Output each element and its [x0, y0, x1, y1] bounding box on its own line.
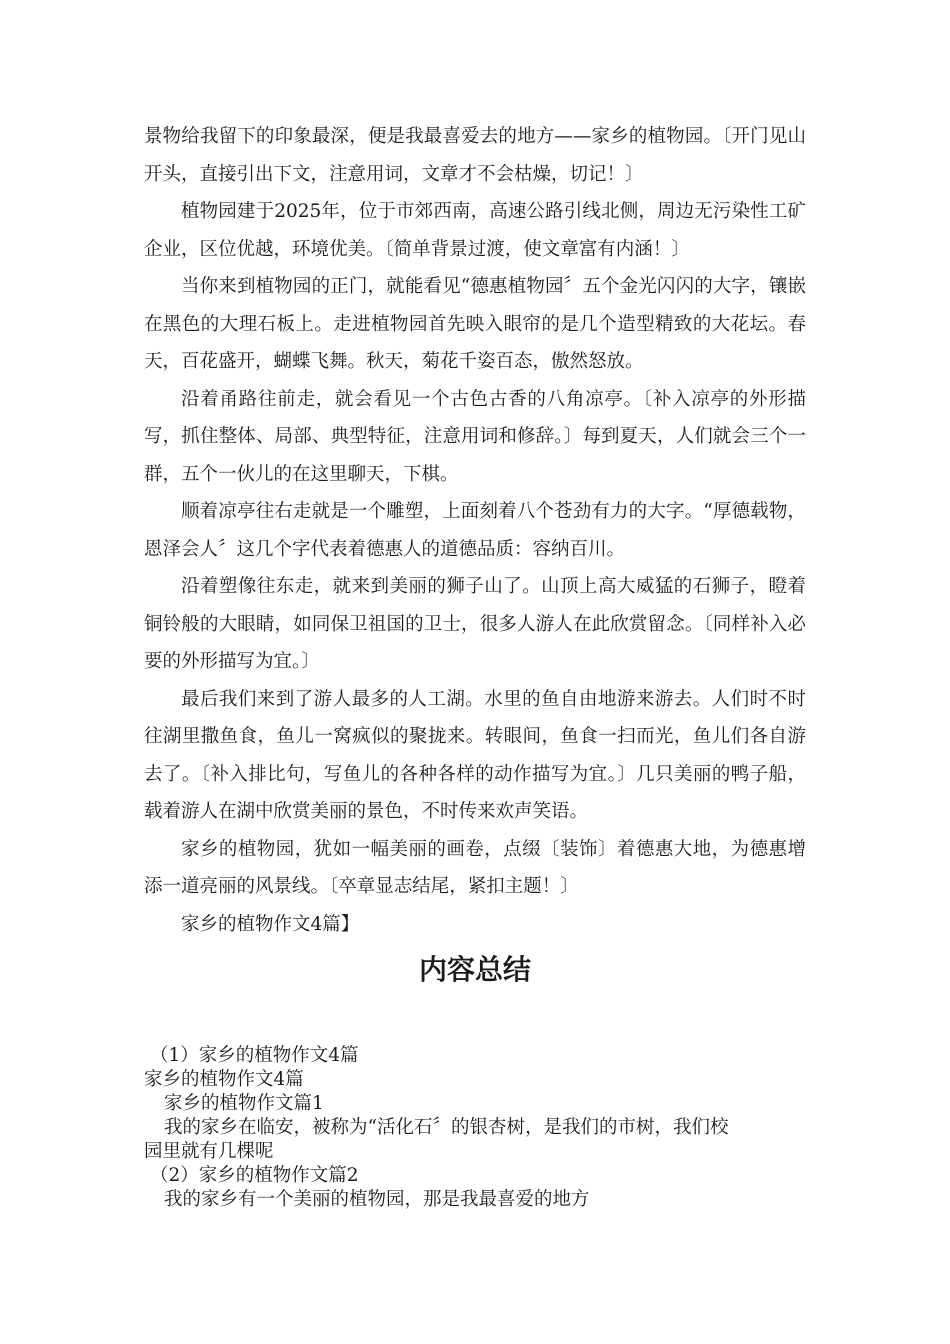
- summary-line: 我的家乡在临安，被称为“活化石〞的银杏树，是我们的市树，我们校: [164, 1117, 729, 1138]
- essay-paragraph: 家乡的植物作文4篇】: [181, 913, 360, 935]
- summary-line: 家乡的植物作文4篇: [144, 1069, 304, 1090]
- essay-body: [144, 118, 806, 943]
- essay-paragraph: 当你来到植物园的正门，就能看见“德惠植物园〞五个金光闪闪的大字，镶嵌在黑色的大理石板上。走进植物园首先映入眼帘的是几个造型精致的大花坛。春天，百花盛开，蝴蝶飞舞。秋天，菊花千姿百态，傲然怒放。: [144, 276, 806, 372]
- essay-paragraph: 植物园建于2025年，位于市郊西南，高速公路引线北侧，周边无污染性工矿企业，区位优越，环境优美。〔简单背景过渡，使文章富有内涵！〕: [144, 201, 806, 260]
- summary-line: 园里就有几棵呢: [144, 1141, 274, 1162]
- summary-line: （1）家乡的植物作文4篇: [150, 1045, 359, 1066]
- essay-paragraph: 沿着甬路往前走，就会看见一个古色古香的八角凉亭。〔补入凉亭的外形描写，抓住整体、局部、典型特征，注意用词和修辞。〕每到夏天，人们就会三个一群，五个一伙儿的在这里聊天，下棋。: [144, 388, 806, 485]
- essay-paragraph: 沿着塑像往东走，就来到美丽的狮子山了。山顶上高大威猛的石狮子，瞪着铜铃般的大眼睛，如同保卫祖国的卫士，很多人游人在此欣赏留念。〔同样补入必要的外形描写为宜。〕: [144, 576, 806, 672]
- essay-paragraph: 顺着凉亭往右走就是一个雕塑，上面刻着八个苍劲有力的大字。“厚德载物，恩泽会人〞这几个字代表着德惠人的道德品质：容纳百川。: [144, 501, 806, 560]
- summary-line: 我的家乡有一个美丽的植物园，那是我最喜爱的地方: [164, 1189, 590, 1210]
- essay-paragraph: 景物给我留下的印象最深，便是我最喜爱去的地方——家乡的植物园。〔开门见山开头，直接引出下文，注意用词，文章才不会枯燥，切记！〕: [144, 126, 806, 185]
- summary-heading: 内容总结: [418, 953, 531, 986]
- summary-section: [144, 1044, 806, 1212]
- essay-paragraph: 家乡的植物园，犹如一幅美丽的画卷，点缀〔装饰〕着德惠大地，为德惠增添一道亮丽的风景线。〔卒章显志结尾，紧扣主题！〕: [144, 838, 806, 897]
- summary-line: （2）家乡的植物作文篇2: [150, 1165, 359, 1186]
- summary-line: 家乡的植物作文篇1: [164, 1093, 324, 1114]
- essay-paragraph: 最后我们来到了游人最多的人工湖。水里的鱼自由地游来游去。人们时不时往湖里撒鱼食，鱼儿一窝疯似的聚拢来。转眼间，鱼食一扫而光，鱼儿们各自游去了。〔补入排比句，写鱼儿的各种各样的动作描写为宜。〕几只美丽的鸭子船，载着游人在湖中欣赏美丽的景色，不时传来欢声笑语。: [144, 688, 806, 822]
